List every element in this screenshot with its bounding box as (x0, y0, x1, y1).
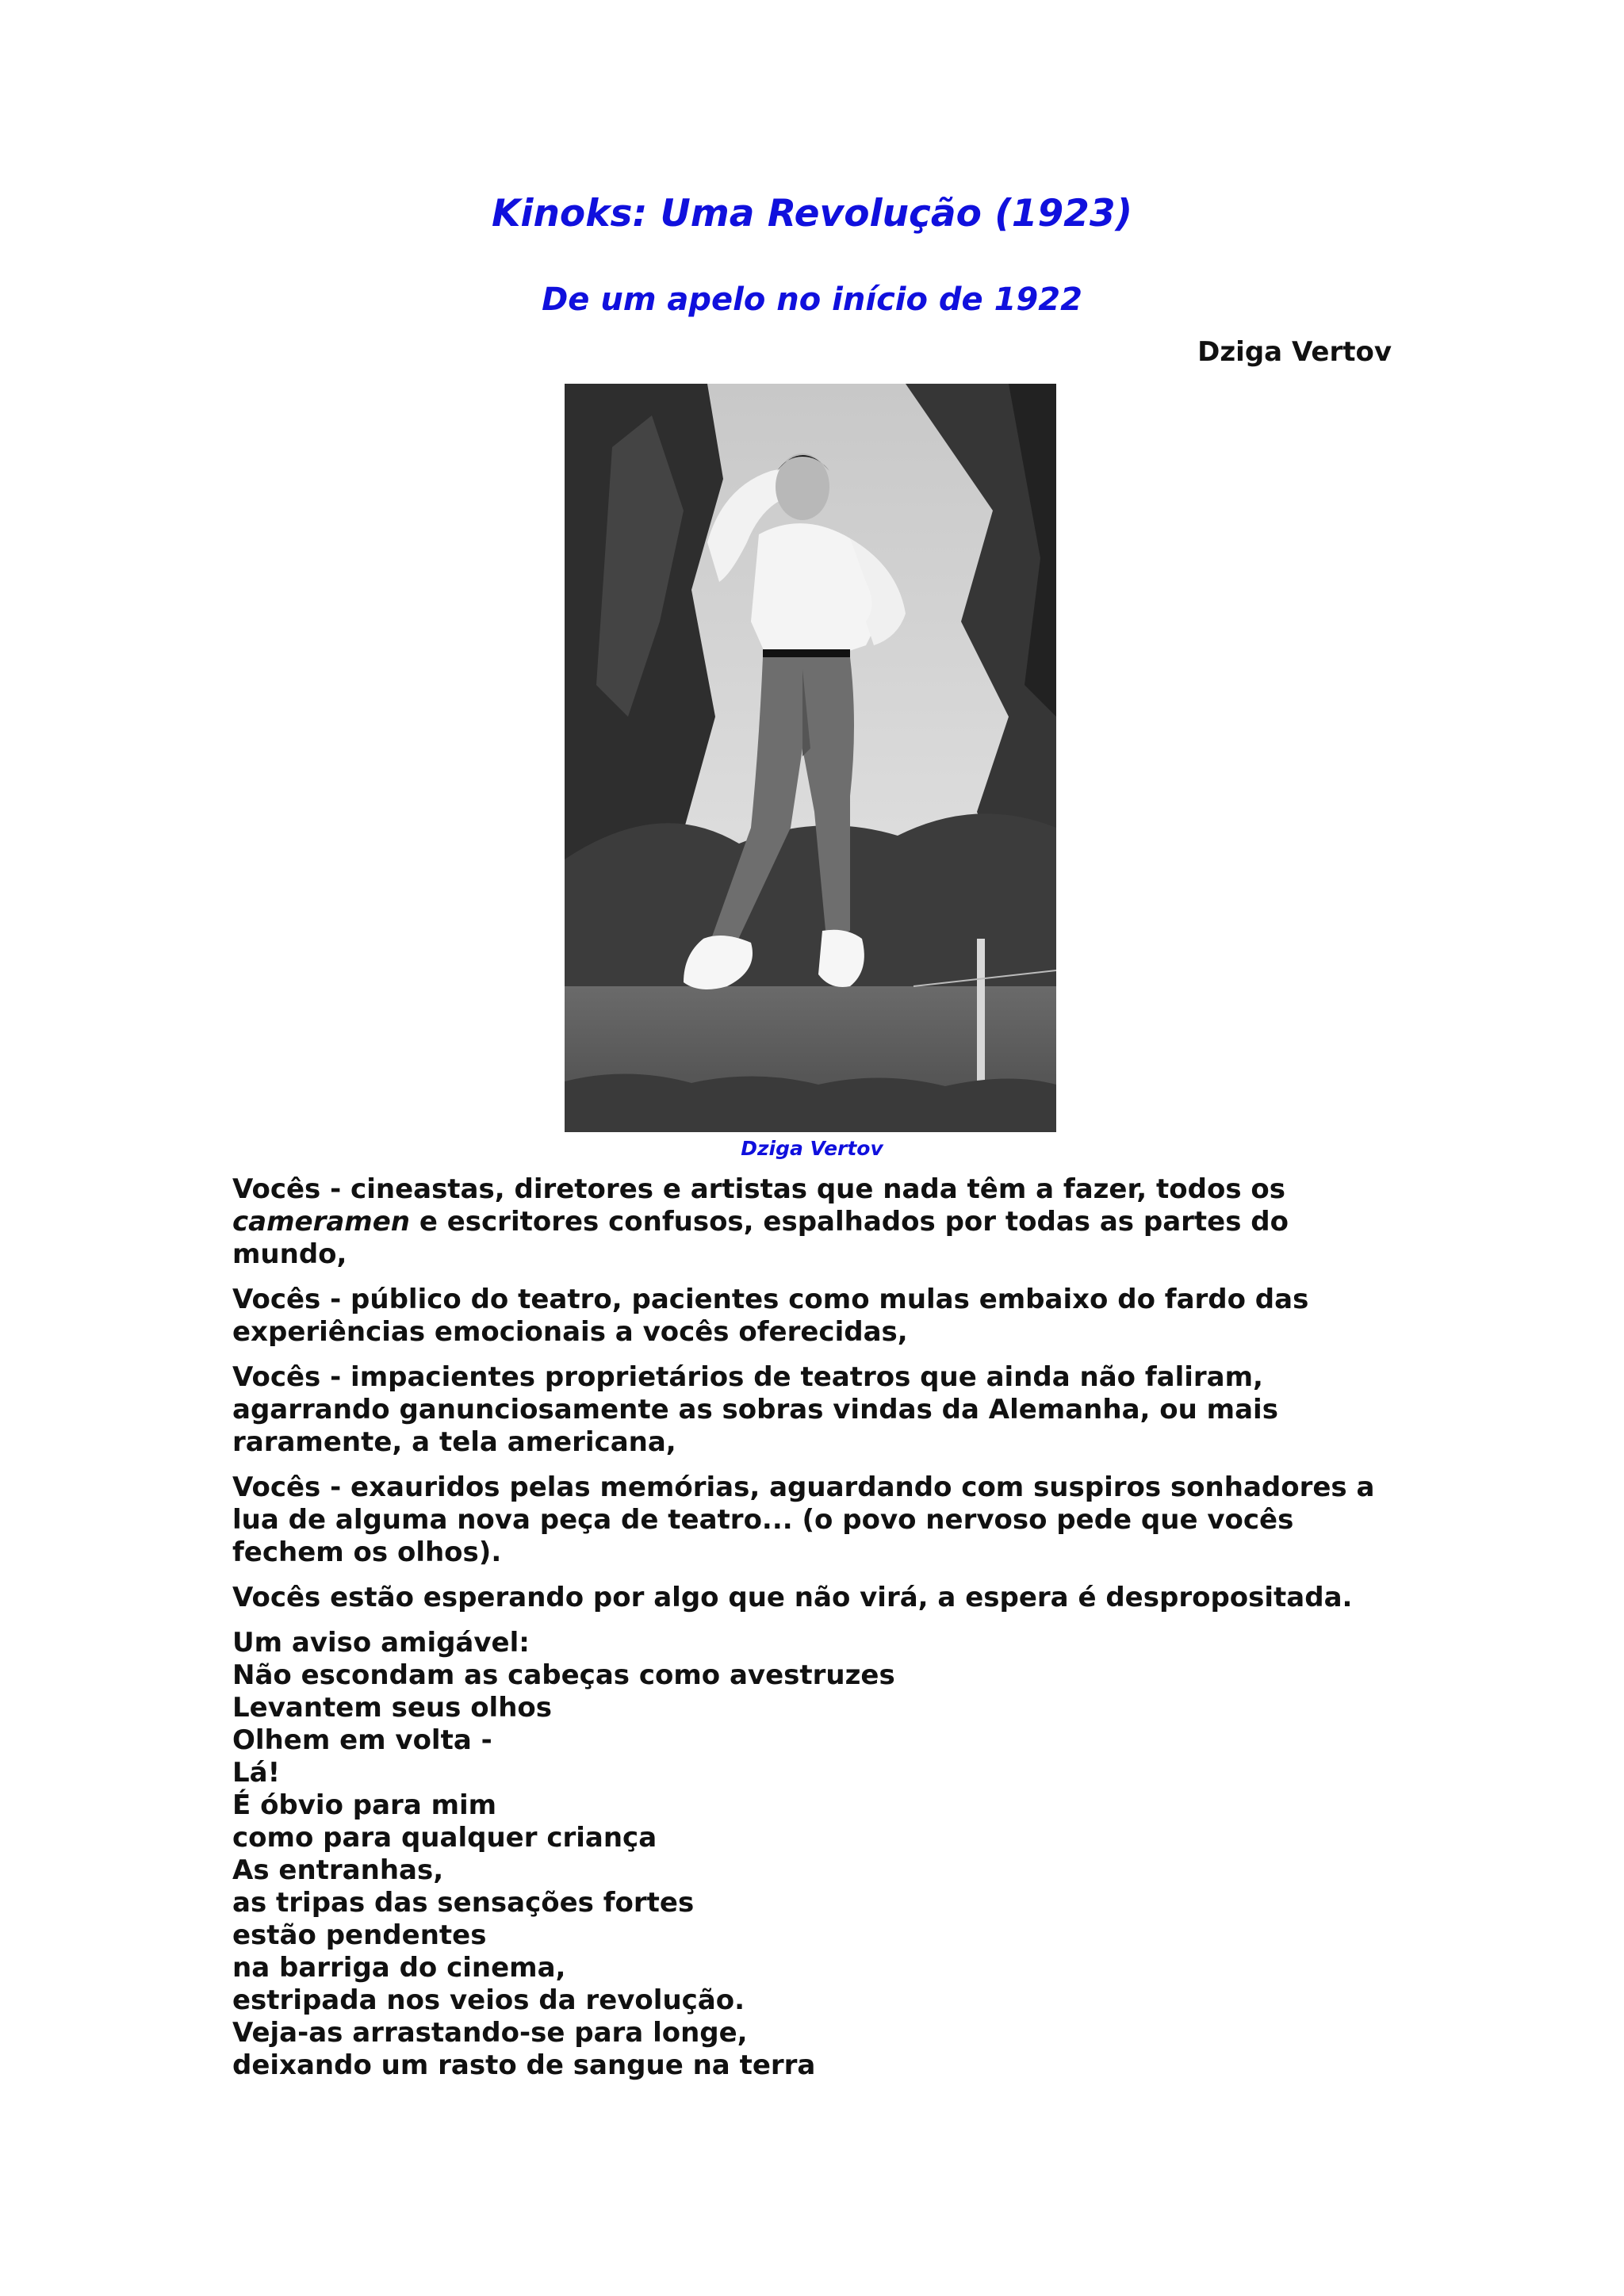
poem-line: estão pendentes (232, 1919, 487, 1951)
poem-line: estripada nos veios da revolução. (232, 1984, 745, 2016)
paragraph-5: Vocês estão esperando por algo que não virá, a espera é despropositada. (232, 1582, 1353, 1613)
portrait-photo (565, 384, 1056, 1132)
poem (232, 1627, 1406, 2082)
paragraph-2: Vocês - público do teatro, pacientes como mulas embaixo do fardo das experiências emocionais a vocês oferecidas, (232, 1284, 1309, 1348)
photo-caption: Dziga Vertov (741, 1137, 883, 1160)
author-name: Dziga Vertov (1197, 336, 1392, 368)
poem-line: É óbvio para mim (232, 1789, 497, 1821)
poem-line: deixando um rasto de sangue na terra (232, 2049, 816, 2081)
poem-line: As entranhas, (232, 1854, 444, 1886)
document-subtitle: De um apelo no início de 1922 (542, 281, 1082, 318)
poem-line: na barriga do cinema, (232, 1952, 566, 1984)
poem-line: como para qualquer criança (232, 1822, 657, 1854)
poem-line: Não escondam as cabeças como avestruzes (232, 1659, 895, 1691)
paragraph-4: Vocês - exauridos pelas memórias, aguardando com suspiros sonhadores a lua de alguma nova peça de teatro... (o povo nervoso pede que vocês fechem os olhos). (232, 1471, 1375, 1568)
paragraph-1-text-start: Vocês - cineastas, diretores e artistas que nada têm a fazer, todos os (232, 1173, 1285, 1205)
poem-line: Olhem em volta - (232, 1724, 492, 1756)
poem-line: Veja-as arrastando-se para longe, (232, 2017, 748, 2049)
poem-line: Um aviso amigável: (232, 1627, 530, 1659)
poem-line: as tripas das sensações fortes (232, 1887, 695, 1919)
paragraph-1-text-end: e escritores confusos, espalhados por todas as partes do mundo, (232, 1206, 1289, 1270)
document-body (232, 1173, 1406, 2095)
document-title: Kinoks: Uma Revolução (1923) (491, 192, 1133, 235)
paragraph-3: Vocês - impacientes proprietários de teatros que ainda não faliram, agarrando ganunciosamente as sobras vindas da Alemanha, ou mais raramente, a tela americana, (232, 1361, 1278, 1458)
poem-line: Levantem seus olhos (232, 1692, 553, 1724)
poem-line: Lá! (232, 1757, 281, 1789)
paragraph-1 (232, 1173, 1406, 1271)
paragraph-1-emphasis: cameramen (232, 1206, 410, 1238)
